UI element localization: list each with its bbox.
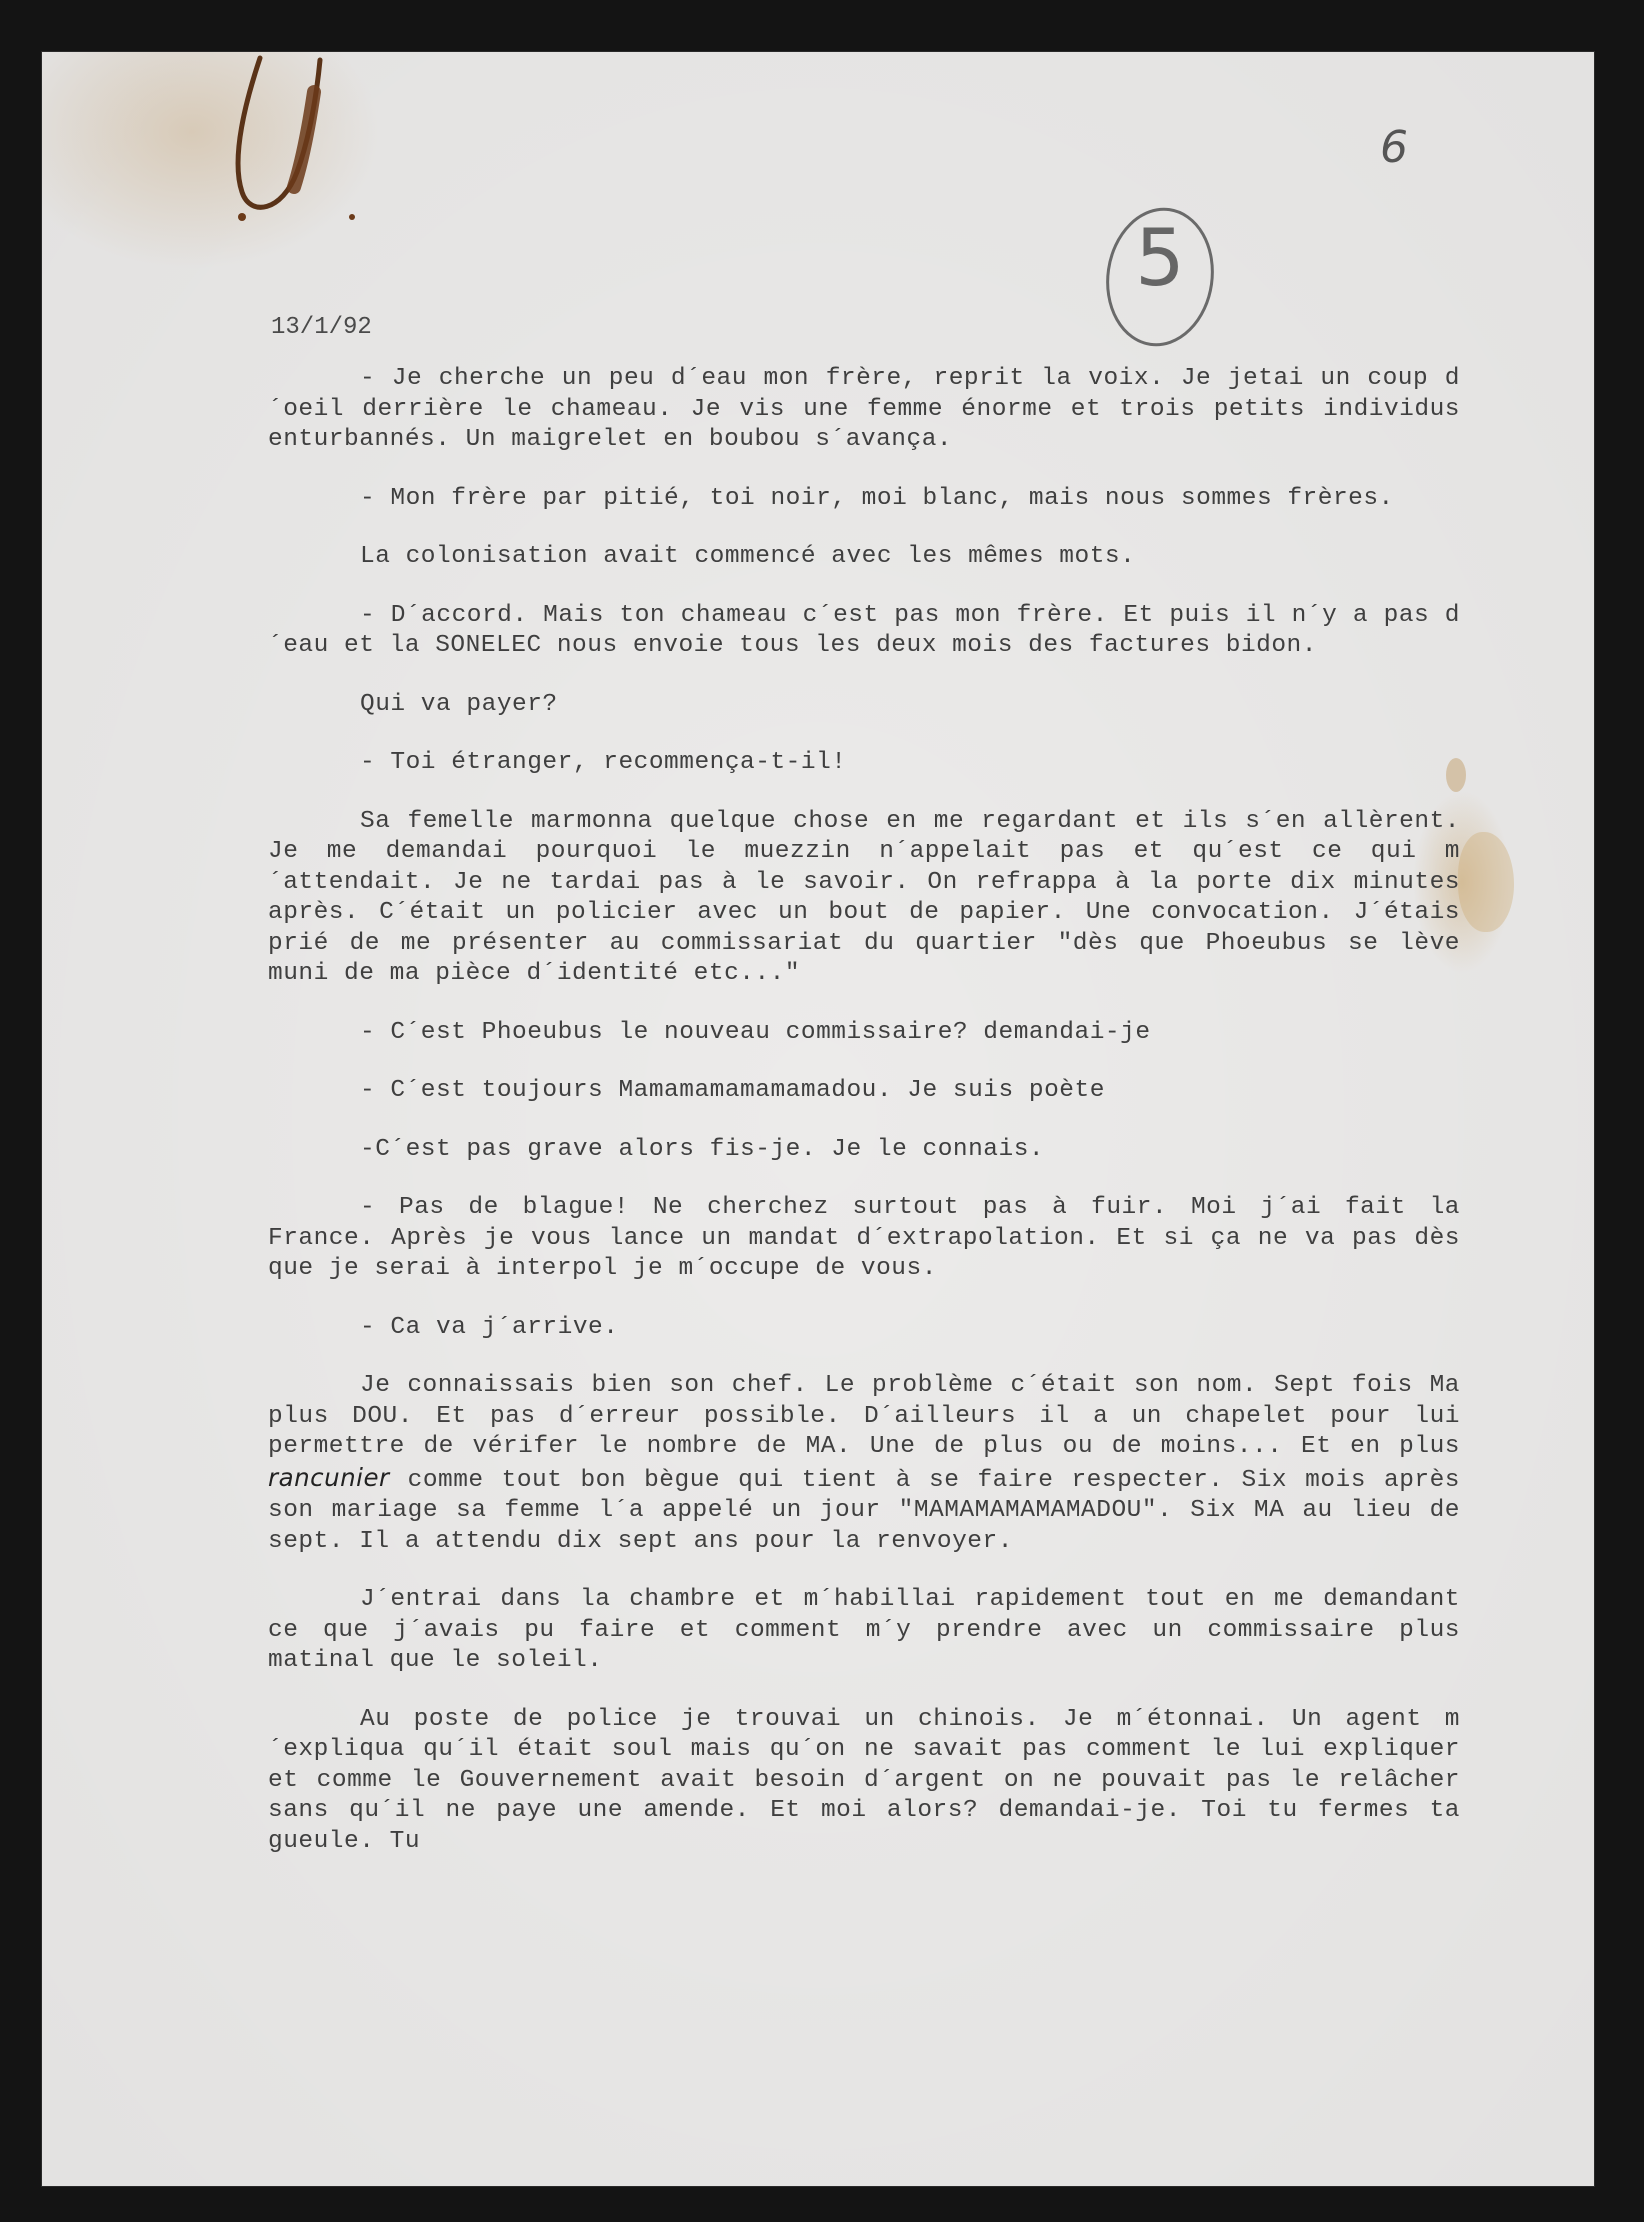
paragraph: - Toi étranger, recommença-t-il!	[360, 749, 847, 776]
handwritten-correction: rancunier	[268, 1462, 390, 1492]
paragraph: Qui va payer?	[360, 690, 558, 718]
document-date: 13/1/92	[271, 314, 372, 341]
paragraph: -C´est pas grave alors fis-je. Je le connais.	[360, 1135, 1045, 1163]
paragraph: - Ca va j´arrive.	[360, 1313, 619, 1341]
page-number: 6	[1380, 122, 1408, 173]
paragraph-text: Je connaissais bien son chef. Le problème c´était son nom. Sept fois Ma plus DOU. Et pas d´erreur possible. D´ailleurs il a un chapelet pour lui permettre de vérifer le nombre de MA. Une de plus ou de moins... Et en plus	[268, 1372, 1460, 1460]
paragraph: - Je cherche un peu d´eau mon frère, reprit la voix. Je jetai un coup d´oeil derrière le chameau. Je vis une femme énorme et trois petits individus enturbannés. Un maigrelet en boubou s´avança.	[268, 365, 1460, 453]
circled-page-number	[1100, 202, 1220, 352]
typewritten-page	[42, 52, 1594, 2186]
circled-number-text: 5	[1135, 214, 1185, 304]
paragraph: - Mon frère par pitié, toi noir, moi blanc, mais nous sommes frères.	[360, 484, 1394, 512]
body-text	[268, 364, 1460, 1885]
paragraph: La colonisation avait commencé avec les mêmes mots.	[360, 543, 1136, 570]
paragraph: - Pas de blague! Ne cherchez surtout pas à fuir. Moi j´ai fait la France. Après je vous lance un mandat d´extrapolation. Et si ça ne va pas dès que je serai à interpol je m´occupe de vous.	[268, 1194, 1460, 1282]
paragraph: - D´accord. Mais ton chameau c´est pas mon frère. Et puis il n´y a pas d´eau et la SONELEC nous envoie tous les deux mois des factures bidon.	[268, 601, 1460, 659]
paragraph: - C´est toujours Mamamamamamamadou. Je suis poète	[360, 1077, 1105, 1104]
paragraph: - C´est Phoeubus le nouveau commissaire? demandai-je	[360, 1018, 1151, 1046]
paragraph-text: comme tout bon bègue qui tient à se faire respecter. Six mois après son mariage sa femme l´a appelé un jour "MAMAMAMAMAMADOU". Six MA au lieu de sept. Il a attendu dix sept ans pour la renvoyer.	[268, 1466, 1460, 1555]
paragraph: Au poste de police je trouvai un chinois. Je m´étonnai. Un agent m´expliqua qu´il était soul mais qu´on ne savait pas comment le lui expliquer et comme le Gouvernement avait besoin d´argent on ne pouvait pas le relâcher sans qu´il ne paye une amende. Et moi alors? demandai-je. Toi tu fermes ta gueule. Tu	[268, 1705, 1460, 1855]
paragraph: J´entrai dans la chambre et m´habillai rapidement tout en me demandant ce que j´avais pu faire et comment m´y prendre avec un commissaire plus matinal que le soleil.	[268, 1586, 1460, 1674]
paragraph: Sa femelle marmonna quelque chose en me regardant et ils s´en allèrent. Je me demandai pourquoi le muezzin n´appelait pas et qu´est ce qui m´attendait. Je ne tardai pas à le savoir. On refrappa à la porte dix minutes après. C´était un policier avec un bout de papier. Une convocation. J´étais prié de me présenter au commissariat du quartier "dès que Phoeubus se lève muni de ma pièce d´identité etc..."	[268, 807, 1460, 987]
paperclip-rust-mark	[202, 52, 362, 232]
water-stain-drip	[1458, 832, 1514, 932]
paragraph-with-correction	[268, 1371, 1460, 1557]
